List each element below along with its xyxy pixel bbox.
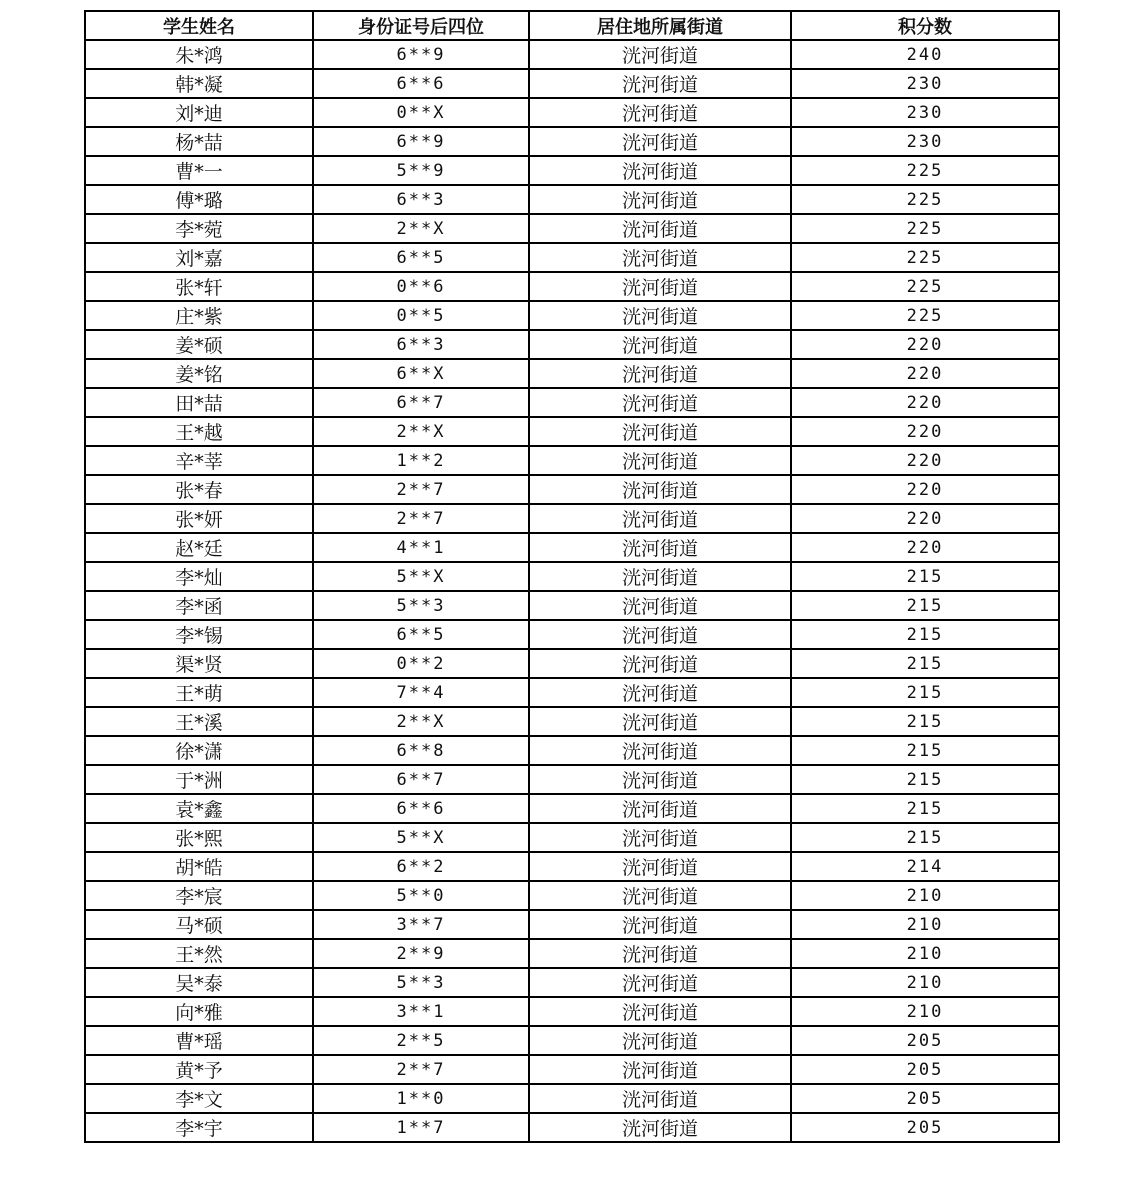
id-suffix-cell: 3**7 [313,910,529,939]
score-cell: 220 [791,446,1059,475]
table-row [85,301,1059,330]
student-name-cell: 向*雅 [85,997,313,1026]
id-suffix-cell: 4**1 [313,533,529,562]
table-row [85,1026,1059,1055]
id-suffix-cell: 5**X [313,823,529,852]
table-row [85,272,1059,301]
student-name-cell: 吴*泰 [85,968,313,997]
id-suffix-cell: 0**6 [313,272,529,301]
score-cell: 210 [791,997,1059,1026]
table-row [85,156,1059,185]
street-cell: 洸河街道 [529,301,791,330]
street-cell: 洸河街道 [529,649,791,678]
student-name-cell: 渠*贤 [85,649,313,678]
table-row [85,562,1059,591]
id-suffix-cell: 1**2 [313,446,529,475]
street-cell: 洸河街道 [529,272,791,301]
table-row [85,330,1059,359]
table-row [85,910,1059,939]
score-cell: 215 [791,562,1059,591]
score-cell: 215 [791,765,1059,794]
street-cell: 洸河街道 [529,98,791,127]
table-row [85,475,1059,504]
street-cell: 洸河街道 [529,40,791,69]
student-name-cell: 朱*鸿 [85,40,313,69]
street-cell: 洸河街道 [529,997,791,1026]
score-cell: 220 [791,388,1059,417]
table-row [85,127,1059,156]
table-row [85,1055,1059,1084]
id-suffix-cell: 5**3 [313,591,529,620]
street-cell: 洸河街道 [529,388,791,417]
score-cell: 215 [791,736,1059,765]
student-name-cell: 刘*嘉 [85,243,313,272]
street-cell: 洸河街道 [529,562,791,591]
student-name-cell: 李*菀 [85,214,313,243]
score-cell: 220 [791,533,1059,562]
student-name-cell: 赵*廷 [85,533,313,562]
id-suffix-cell: 2**X [313,214,529,243]
street-cell: 洸河街道 [529,359,791,388]
score-cell: 220 [791,475,1059,504]
id-suffix-cell: 6**X [313,359,529,388]
table-row [85,881,1059,910]
score-cell: 210 [791,968,1059,997]
student-name-cell: 辛*莘 [85,446,313,475]
table-row [85,997,1059,1026]
id-suffix-cell: 6**3 [313,330,529,359]
table-body [85,40,1059,1142]
table-row [85,939,1059,968]
street-cell: 洸河街道 [529,794,791,823]
student-name-cell: 张*轩 [85,272,313,301]
score-cell: 210 [791,881,1059,910]
student-name-cell: 徐*潇 [85,736,313,765]
id-suffix-cell: 6**7 [313,388,529,417]
street-cell: 洸河街道 [529,446,791,475]
id-suffix-cell: 2**X [313,417,529,446]
street-cell: 洸河街道 [529,707,791,736]
id-suffix-cell: 2**7 [313,475,529,504]
street-cell: 洸河街道 [529,156,791,185]
street-cell: 洸河街道 [529,243,791,272]
score-cell: 215 [791,823,1059,852]
street-cell: 洸河街道 [529,1055,791,1084]
table-row [85,852,1059,881]
score-cell: 225 [791,185,1059,214]
score-cell: 214 [791,852,1059,881]
student-name-cell: 张*妍 [85,504,313,533]
table-row [85,185,1059,214]
table-row [85,533,1059,562]
student-name-cell: 田*喆 [85,388,313,417]
table-row [85,736,1059,765]
id-suffix-cell: 0**X [313,98,529,127]
score-cell: 220 [791,330,1059,359]
id-suffix-cell: 6**8 [313,736,529,765]
student-name-cell: 胡*皓 [85,852,313,881]
score-table-page [84,10,1060,1143]
score-cell: 215 [791,678,1059,707]
street-cell: 洸河街道 [529,881,791,910]
table-row [85,504,1059,533]
street-cell: 洸河街道 [529,185,791,214]
score-cell: 240 [791,40,1059,69]
student-name-cell: 王*溪 [85,707,313,736]
table-row [85,765,1059,794]
score-cell: 215 [791,649,1059,678]
table-row [85,243,1059,272]
id-suffix-cell: 0**2 [313,649,529,678]
table-row [85,417,1059,446]
table-row [85,40,1059,69]
id-suffix-cell: 5**3 [313,968,529,997]
street-cell: 洸河街道 [529,591,791,620]
street-cell: 洸河街道 [529,214,791,243]
score-cell: 210 [791,910,1059,939]
street-cell: 洸河街道 [529,69,791,98]
id-suffix-cell: 6**6 [313,794,529,823]
table-row [85,823,1059,852]
student-name-cell: 傅*璐 [85,185,313,214]
header-street: 居住地所属街道 [529,11,791,40]
id-suffix-cell: 6**9 [313,40,529,69]
score-cell: 215 [791,707,1059,736]
table-row [85,591,1059,620]
id-suffix-cell: 6**2 [313,852,529,881]
student-name-cell: 马*硕 [85,910,313,939]
score-cell: 220 [791,359,1059,388]
table-row [85,98,1059,127]
street-cell: 洸河街道 [529,475,791,504]
id-suffix-cell: 5**0 [313,881,529,910]
id-suffix-cell: 2**9 [313,939,529,968]
score-cell: 230 [791,69,1059,98]
score-cell: 220 [791,504,1059,533]
student-name-cell: 王*萌 [85,678,313,707]
header-id-suffix: 身份证号后四位 [313,11,529,40]
table-row [85,446,1059,475]
score-cell: 225 [791,272,1059,301]
student-name-cell: 王*越 [85,417,313,446]
street-cell: 洸河街道 [529,910,791,939]
table-row [85,794,1059,823]
street-cell: 洸河街道 [529,1084,791,1113]
student-name-cell: 李*文 [85,1084,313,1113]
score-cell: 210 [791,939,1059,968]
student-name-cell: 李*灿 [85,562,313,591]
score-cell: 215 [791,591,1059,620]
id-suffix-cell: 6**7 [313,765,529,794]
score-cell: 225 [791,243,1059,272]
student-name-cell: 王*然 [85,939,313,968]
id-suffix-cell: 6**9 [313,127,529,156]
street-cell: 洸河街道 [529,533,791,562]
id-suffix-cell: 0**5 [313,301,529,330]
table-row [85,69,1059,98]
id-suffix-cell: 6**3 [313,185,529,214]
score-cell: 205 [791,1055,1059,1084]
table-row [85,678,1059,707]
student-name-cell: 韩*凝 [85,69,313,98]
id-suffix-cell: 6**5 [313,243,529,272]
score-cell: 225 [791,301,1059,330]
table-row [85,620,1059,649]
student-name-cell: 于*洲 [85,765,313,794]
id-suffix-cell: 6**5 [313,620,529,649]
street-cell: 洸河街道 [529,417,791,446]
id-suffix-cell: 1**0 [313,1084,529,1113]
id-suffix-cell: 2**7 [313,504,529,533]
student-name-cell: 张*春 [85,475,313,504]
student-name-cell: 姜*硕 [85,330,313,359]
table-row [85,968,1059,997]
table-row [85,649,1059,678]
id-suffix-cell: 3**1 [313,997,529,1026]
id-suffix-cell: 5**9 [313,156,529,185]
table-row [85,388,1059,417]
street-cell: 洸河街道 [529,1026,791,1055]
score-cell: 205 [791,1026,1059,1055]
street-cell: 洸河街道 [529,852,791,881]
student-name-cell: 曹*一 [85,156,313,185]
id-suffix-cell: 6**6 [313,69,529,98]
street-cell: 洸河街道 [529,678,791,707]
id-suffix-cell: 2**7 [313,1055,529,1084]
score-cell: 220 [791,417,1059,446]
street-cell: 洸河街道 [529,1113,791,1142]
street-cell: 洸河街道 [529,330,791,359]
score-table [84,10,1060,1143]
id-suffix-cell: 2**X [313,707,529,736]
student-name-cell: 黄*予 [85,1055,313,1084]
score-cell: 205 [791,1113,1059,1142]
student-name-cell: 庄*紫 [85,301,313,330]
student-name-cell: 袁*鑫 [85,794,313,823]
student-name-cell: 杨*喆 [85,127,313,156]
header-student-name: 学生姓名 [85,11,313,40]
table-row [85,1084,1059,1113]
table-row [85,1113,1059,1142]
student-name-cell: 李*函 [85,591,313,620]
score-cell: 225 [791,156,1059,185]
street-cell: 洸河街道 [529,823,791,852]
table-row [85,359,1059,388]
score-cell: 230 [791,98,1059,127]
score-cell: 205 [791,1084,1059,1113]
header-score: 积分数 [791,11,1059,40]
id-suffix-cell: 1**7 [313,1113,529,1142]
student-name-cell: 张*熙 [85,823,313,852]
score-cell: 230 [791,127,1059,156]
student-name-cell: 姜*铭 [85,359,313,388]
street-cell: 洸河街道 [529,736,791,765]
student-name-cell: 刘*迪 [85,98,313,127]
student-name-cell: 李*宇 [85,1113,313,1142]
table-header-row [85,11,1059,40]
student-name-cell: 李*锡 [85,620,313,649]
student-name-cell: 李*宸 [85,881,313,910]
street-cell: 洸河街道 [529,504,791,533]
street-cell: 洸河街道 [529,127,791,156]
score-cell: 225 [791,214,1059,243]
street-cell: 洸河街道 [529,765,791,794]
street-cell: 洸河街道 [529,939,791,968]
student-name-cell: 曹*瑶 [85,1026,313,1055]
table-row [85,707,1059,736]
score-cell: 215 [791,620,1059,649]
street-cell: 洸河街道 [529,620,791,649]
id-suffix-cell: 2**5 [313,1026,529,1055]
id-suffix-cell: 5**X [313,562,529,591]
score-cell: 215 [791,794,1059,823]
street-cell: 洸河街道 [529,968,791,997]
id-suffix-cell: 7**4 [313,678,529,707]
table-row [85,214,1059,243]
